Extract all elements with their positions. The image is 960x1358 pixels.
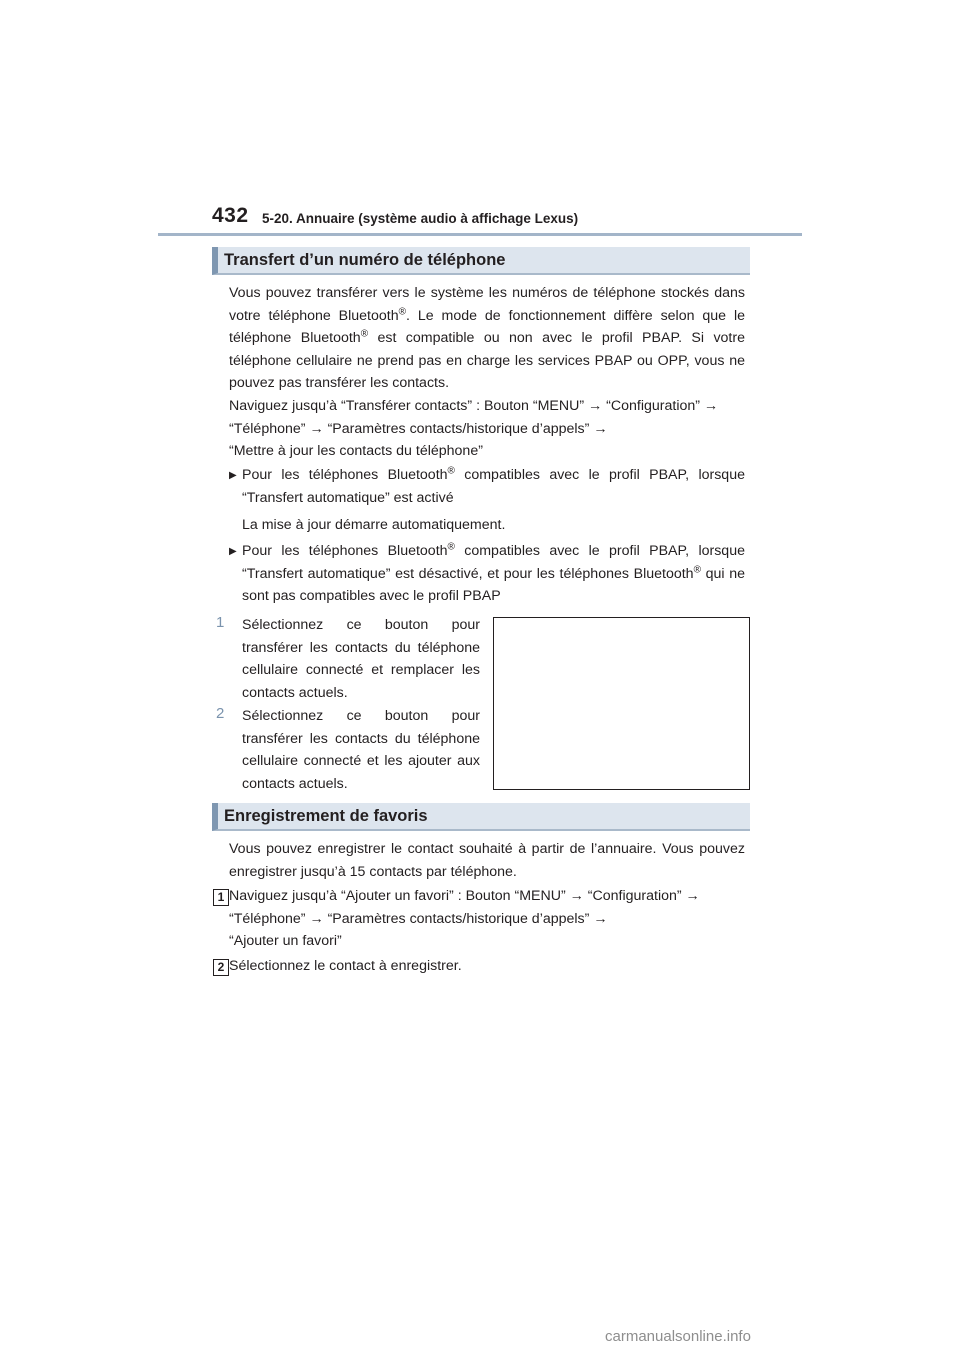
bullet-note: La mise à jour démarre automatiquement. <box>242 517 506 533</box>
registered-mark: ® <box>693 563 701 575</box>
nav-line: “Mettre à jour les contacts du téléphone” <box>229 443 483 459</box>
section-heading-text: Enregistrement de favoris <box>224 807 428 825</box>
page-number: 432 <box>212 204 249 227</box>
step-number-2: 2 <box>213 959 229 976</box>
registered-mark: ® <box>447 465 455 477</box>
bullet-arrow-icon: ▶ <box>229 546 237 557</box>
registered-mark: ® <box>360 328 369 340</box>
bullet-item-auto-transfer-on: Pour les téléphones Bluetooth® compatibles avec le profil PBAP, lorsque “Transfert automatique” est activé <box>242 465 745 506</box>
nav-line: “Téléphone” → “Paramètres contacts/historique d’appels” → <box>229 420 608 437</box>
section-title: 5-20. Annuaire (système audio à affichage Lexus) <box>262 211 579 226</box>
bullet-arrow-icon: ▶ <box>229 470 237 481</box>
favorites-intro-paragraph: Vous pouvez enregistrer le contact souhaité à partir de l’annuaire. Vous pouvez enregistrer jusqu’à 15 contacts par téléphone. <box>229 841 745 880</box>
section-heading-favorites <box>212 803 750 831</box>
step-number-1: 1 <box>213 889 229 906</box>
nav-line: Naviguez jusqu’à “Transférer contacts” : Bouton “MENU” → “Configuration” → <box>229 398 719 414</box>
watermark: carmanualsonline.info <box>605 1328 751 1345</box>
step-1-text <box>229 885 745 953</box>
section-heading-text: Transfert d’un numéro de téléphone <box>224 251 506 269</box>
step-2-text: Sélectionnez le contact à enregistrer. <box>229 958 462 974</box>
registered-mark: ® <box>398 305 406 317</box>
callout-number-2: 2 <box>216 705 225 722</box>
header-divider <box>158 233 802 236</box>
callout-number-1: 1 <box>216 614 225 631</box>
screen-illustration-frame <box>493 617 750 790</box>
callout-text-replace-contacts: Sélectionnez ce bouton pour transférer les contacts du téléphone cellulaire connecté et remplacer les contacts actuels. <box>242 617 480 701</box>
callout-text-add-contacts: Sélectionnez ce bouton pour transférer les contacts du téléphone cellulaire connecté et les ajouter aux contacts actuels. <box>242 708 480 792</box>
transfer-intro-paragraph: Vous pouvez transférer vers le système les numéros de téléphone stockés dans votre téléphone Bluetooth®. Le mode de fonctionnement diffère selon que le téléphone Bluetooth® est compatible ou non avec le profil PBAP. Si votre téléphone cellulaire ne prend pas en charge les services PBAP ou OPP, vous ne pouvez pas transférer les contacts. <box>229 285 745 391</box>
nav-line: “Ajouter un favori” <box>229 933 342 949</box>
bullet-item-auto-transfer-off: Pour les téléphones Bluetooth® compatibles avec le profil PBAP, lorsque “Transfert automatique” est désactivé, et pour les téléphones Bluetooth® qui ne sont pas compatibles avec le profil PBAP <box>242 541 745 604</box>
registered-mark: ® <box>447 541 455 553</box>
transfer-navigation-path <box>229 395 745 463</box>
nav-line: Naviguez jusqu’à “Ajouter un favori” : Bouton “MENU” → “Configuration” → <box>229 888 700 904</box>
page-header <box>212 198 802 236</box>
nav-line: “Téléphone” → “Paramètres contacts/historique d’appels” → <box>229 910 608 927</box>
section-heading-transfer <box>212 247 750 275</box>
